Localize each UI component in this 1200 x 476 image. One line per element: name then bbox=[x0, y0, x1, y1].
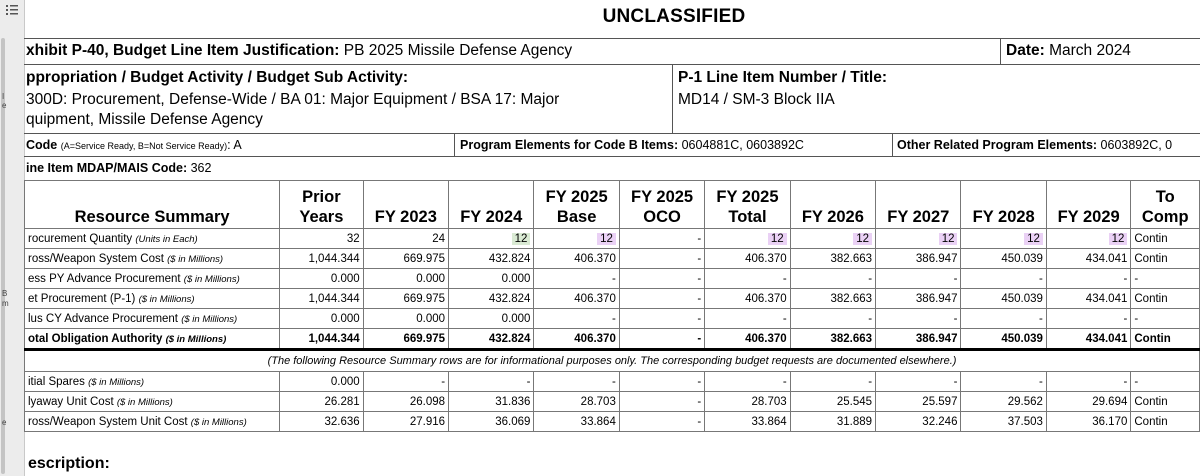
table-cell: 36.170 bbox=[1046, 412, 1130, 432]
row-label: otal Obligation Authority ($ in Millions) bbox=[25, 329, 280, 350]
table-cell: - bbox=[619, 249, 704, 269]
table-row bbox=[25, 229, 1200, 249]
header-line-2: OCO bbox=[643, 208, 681, 226]
divider bbox=[1000, 38, 1001, 64]
resource-summary-table bbox=[24, 180, 1200, 432]
column-header bbox=[876, 181, 961, 229]
exhibit-label: xhibit P-40, Budget Line Item Justification: bbox=[26, 42, 340, 59]
viewer-sidebar bbox=[0, 0, 25, 476]
row-label: ross/Weapon System Cost ($ in Millions) bbox=[25, 249, 280, 269]
table-cell: 12 bbox=[790, 229, 875, 249]
informational-note: (The following Resource Summary rows are for informational purposes only. The corresponding budget requests are documented elsewhere.) bbox=[25, 350, 1200, 372]
divider bbox=[24, 64, 1200, 65]
table-cell: - bbox=[619, 329, 704, 350]
description-heading: escription: bbox=[28, 455, 110, 472]
table-cell: - bbox=[790, 372, 875, 392]
header-line-2: Comp bbox=[1141, 208, 1189, 226]
table-cell: 12 bbox=[705, 229, 790, 249]
header-line-2: FY 2028 bbox=[972, 208, 1035, 226]
table-cell: - bbox=[705, 372, 790, 392]
table-cell: - bbox=[619, 289, 704, 309]
table-cell: - bbox=[619, 392, 704, 412]
divider bbox=[24, 156, 1200, 157]
header-line-1: Prior bbox=[302, 188, 341, 206]
table-cell: - bbox=[1131, 372, 1200, 392]
table-cell: - bbox=[619, 412, 704, 432]
table-cell: - bbox=[619, 309, 704, 329]
table-cell: 12 bbox=[1046, 229, 1130, 249]
table-cell: 32.636 bbox=[280, 412, 364, 432]
table-cell: 0.000 bbox=[280, 372, 364, 392]
table-cell: 0.000 bbox=[449, 309, 534, 329]
table-cell: 1,044.344 bbox=[280, 249, 364, 269]
other-program-elements-line: Other Related Program Elements: 0603892C, 0 bbox=[897, 138, 1173, 152]
table-cell: - bbox=[534, 372, 619, 392]
table-cell: 28.703 bbox=[534, 392, 619, 412]
header-line-2: Base bbox=[556, 208, 597, 226]
table-cell: 1,044.344 bbox=[280, 289, 364, 309]
column-header bbox=[449, 181, 534, 229]
table-cell: 32.246 bbox=[876, 412, 961, 432]
header-line-1: FY 2025 bbox=[631, 188, 694, 206]
table-cell: 31.889 bbox=[790, 412, 875, 432]
header-line-2: FY 2026 bbox=[801, 208, 864, 226]
date-line bbox=[1006, 41, 1131, 60]
table-cell: 0.000 bbox=[449, 269, 534, 289]
divider bbox=[672, 64, 673, 133]
row-label: lyaway Unit Cost ($ in Millions) bbox=[25, 392, 280, 412]
header-line-2: Years bbox=[299, 208, 344, 226]
table-header-row bbox=[25, 181, 1200, 229]
table-cell: 29.562 bbox=[961, 392, 1046, 412]
table-cell: 382.663 bbox=[790, 289, 875, 309]
table-cell: - bbox=[619, 372, 704, 392]
table-row bbox=[25, 329, 1200, 350]
row-label: itial Spares ($ in Millions) bbox=[25, 372, 280, 392]
table-cell: 1,044.344 bbox=[280, 329, 364, 350]
table-cell: 450.039 bbox=[961, 329, 1046, 350]
column-header bbox=[1046, 181, 1130, 229]
table-cell: Contin bbox=[1131, 289, 1200, 309]
column-header bbox=[705, 181, 790, 229]
table-cell: - bbox=[1046, 309, 1130, 329]
table-cell: 669.975 bbox=[363, 289, 448, 309]
table-cell: 382.663 bbox=[790, 329, 875, 350]
date-value: March 2024 bbox=[1049, 42, 1131, 59]
table-cell: 406.370 bbox=[705, 289, 790, 309]
table-cell: - bbox=[619, 229, 704, 249]
informational-note-row bbox=[25, 350, 1200, 372]
column-header bbox=[790, 181, 875, 229]
table-cell: Contin bbox=[1131, 329, 1200, 350]
table-cell: 37.503 bbox=[961, 412, 1046, 432]
table-cell: - bbox=[449, 372, 534, 392]
table-cell: 406.370 bbox=[534, 329, 619, 350]
sidebar-text-fragment: B bbox=[2, 289, 8, 298]
table-cell: 0.000 bbox=[280, 309, 364, 329]
table-cell: 32 bbox=[280, 229, 364, 249]
table-cell: 33.864 bbox=[705, 412, 790, 432]
table-cell: 12 bbox=[961, 229, 1046, 249]
divider bbox=[24, 133, 1200, 134]
program-elements-line: Program Elements for Code B Items: 0604881C, 0603892C bbox=[460, 138, 804, 152]
table-cell: - bbox=[876, 269, 961, 289]
table-cell: - bbox=[1046, 269, 1130, 289]
table-cell: 29.694 bbox=[1046, 392, 1130, 412]
table-row bbox=[25, 289, 1200, 309]
table-cell: - bbox=[1131, 309, 1200, 329]
table-cell: Contin bbox=[1131, 249, 1200, 269]
header-line-2: FY 2029 bbox=[1057, 208, 1120, 226]
table-row bbox=[25, 372, 1200, 392]
table-cell: 28.703 bbox=[705, 392, 790, 412]
sidebar-text-fragment: e bbox=[2, 101, 7, 110]
table-cell: 25.597 bbox=[876, 392, 961, 412]
sidebar-text-fragment: e bbox=[2, 418, 7, 427]
table-cell: 406.370 bbox=[534, 249, 619, 269]
table-cell: 432.824 bbox=[449, 289, 534, 309]
table-cell: 0.000 bbox=[363, 309, 448, 329]
table-cell: 406.370 bbox=[534, 289, 619, 309]
table-cell: 0.000 bbox=[280, 269, 364, 289]
table-row bbox=[25, 309, 1200, 329]
table-cell: - bbox=[1131, 269, 1200, 289]
table-cell: 382.663 bbox=[790, 249, 875, 269]
table-cell: 33.864 bbox=[534, 412, 619, 432]
table-cell: - bbox=[534, 309, 619, 329]
table-cell: - bbox=[961, 372, 1046, 392]
appropriation-label: ppropriation / Budget Activity / Budget Sub Activity: bbox=[26, 69, 409, 86]
table-cell: 432.824 bbox=[449, 249, 534, 269]
table-cell: 36.069 bbox=[449, 412, 534, 432]
table-row bbox=[25, 412, 1200, 432]
table-cell: 0.000 bbox=[363, 269, 448, 289]
mdap-line: ine Item MDAP/MAIS Code: 362 bbox=[26, 161, 212, 175]
table-cell: - bbox=[876, 309, 961, 329]
table-cell: 26.281 bbox=[280, 392, 364, 412]
table-cell: - bbox=[705, 269, 790, 289]
table-cell: 434.041 bbox=[1046, 289, 1130, 309]
exhibit-line bbox=[26, 41, 572, 60]
sidebar-toggle-icon[interactable] bbox=[4, 2, 20, 18]
table-cell: 12 bbox=[534, 229, 619, 249]
table-cell: 434.041 bbox=[1046, 249, 1130, 269]
table-cell: 406.370 bbox=[705, 329, 790, 350]
row-label: ross/Weapon System Unit Cost ($ in Millions) bbox=[25, 412, 280, 432]
p1-value: MD14 / SM-3 Block IIA bbox=[678, 91, 835, 108]
divider bbox=[454, 133, 455, 156]
column-header-resource-summary bbox=[25, 181, 280, 229]
table-cell: 386.947 bbox=[876, 289, 961, 309]
table-cell: - bbox=[876, 372, 961, 392]
exhibit-value: PB 2025 Missile Defense Agency bbox=[343, 42, 573, 59]
table-cell: Contin bbox=[1131, 229, 1200, 249]
table-cell: 450.039 bbox=[961, 289, 1046, 309]
table-cell: - bbox=[619, 269, 704, 289]
table-cell: - bbox=[961, 309, 1046, 329]
column-header bbox=[280, 181, 364, 229]
table-cell: - bbox=[790, 269, 875, 289]
sidebar-text-fragment: I bbox=[2, 92, 5, 101]
table-cell: - bbox=[534, 269, 619, 289]
date-label: Date: bbox=[1006, 42, 1045, 59]
table-cell: 26.098 bbox=[363, 392, 448, 412]
table-cell: 31.836 bbox=[449, 392, 534, 412]
table-cell: 25.545 bbox=[790, 392, 875, 412]
column-header bbox=[619, 181, 704, 229]
table-row bbox=[25, 249, 1200, 269]
header-line-1: FY 2025 bbox=[716, 188, 779, 206]
divider bbox=[892, 133, 893, 156]
table-cell: 12 bbox=[876, 229, 961, 249]
row-label: et Procurement (P-1) ($ in Millions) bbox=[25, 289, 280, 309]
column-header bbox=[363, 181, 448, 229]
table-cell: 386.947 bbox=[876, 329, 961, 350]
appropriation-line-1: 300D: Procurement, Defense-Wide / BA 01: Major Equipment / BSA 17: Major bbox=[26, 91, 560, 108]
table-cell: Contin bbox=[1131, 412, 1200, 432]
table-cell: 432.824 bbox=[449, 329, 534, 350]
table-cell: - bbox=[961, 269, 1046, 289]
header-line-2: FY 2027 bbox=[887, 208, 950, 226]
row-label: rocurement Quantity (Units in Each) bbox=[25, 229, 280, 249]
header-line-2: FY 2024 bbox=[460, 208, 523, 226]
column-header bbox=[534, 181, 619, 229]
sidebar-text-fragment: m bbox=[2, 299, 9, 308]
table-cell: 27.916 bbox=[363, 412, 448, 432]
column-header bbox=[1131, 181, 1200, 229]
column-header bbox=[961, 181, 1046, 229]
table-cell: 24 bbox=[363, 229, 448, 249]
table-cell: 669.975 bbox=[363, 329, 448, 350]
table-cell: 669.975 bbox=[363, 249, 448, 269]
header-line-2: Total bbox=[728, 208, 767, 226]
table-cell: - bbox=[705, 309, 790, 329]
row-label: lus CY Advance Procurement ($ in Millions) bbox=[25, 309, 280, 329]
table-cell: 12 bbox=[449, 229, 534, 249]
table-cell: - bbox=[363, 372, 448, 392]
header-line-2: FY 2023 bbox=[374, 208, 437, 226]
table-row bbox=[25, 392, 1200, 412]
table-cell: 434.041 bbox=[1046, 329, 1130, 350]
p1-label: P-1 Line Item Number / Title: bbox=[678, 69, 888, 86]
table-cell: - bbox=[1046, 372, 1130, 392]
table-cell: 450.039 bbox=[961, 249, 1046, 269]
divider bbox=[24, 38, 1200, 39]
table-row bbox=[25, 269, 1200, 289]
classification-title: UNCLASSIFIED bbox=[602, 6, 746, 27]
row-label: ess PY Advance Procurement ($ in Millions) bbox=[25, 269, 280, 289]
id-code-line: Code (A=Service Ready, B=Not Service Ready): A bbox=[26, 138, 242, 152]
appropriation-line-2: quipment, Missile Defense Agency bbox=[26, 111, 263, 128]
document-page bbox=[24, 0, 1200, 476]
table-cell: Contin bbox=[1131, 392, 1200, 412]
table-cell: 386.947 bbox=[876, 249, 961, 269]
header-line-1: FY 2025 bbox=[545, 188, 608, 206]
header-line-2: Resource Summary bbox=[74, 208, 230, 226]
table-cell: 406.370 bbox=[705, 249, 790, 269]
header-line-1: To bbox=[1155, 188, 1175, 206]
table-cell: - bbox=[790, 309, 875, 329]
